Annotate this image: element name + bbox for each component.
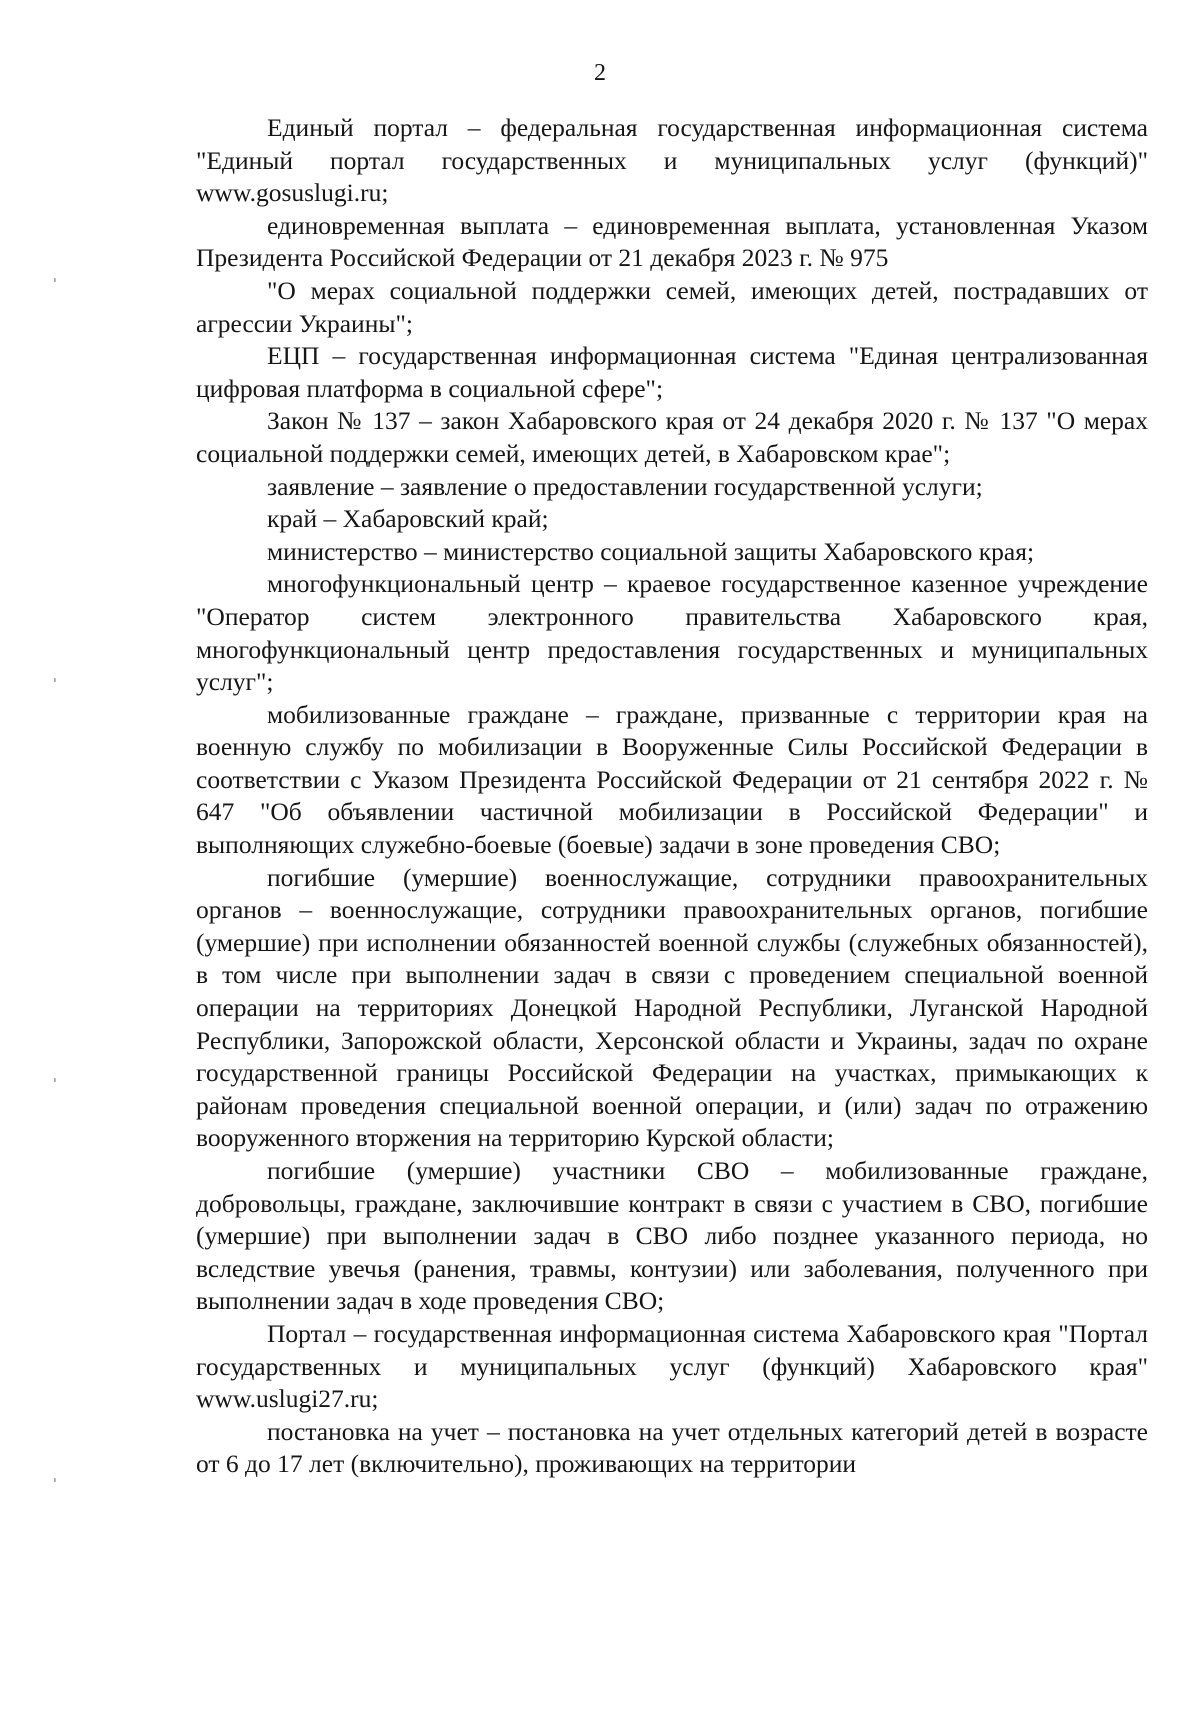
- definition-region: край – Хабаровский край;: [267, 504, 549, 534]
- decree-title-paragraph: "О мерах социальной поддержки семей, имеющих детей, пострадавших от агрессии Украины";: [196, 275, 1148, 338]
- definition-unified-portal: Единый портал – федеральная государственная информационная система "Единый портал государственных и муниципальных услуг (функций)" www.gosuslugi.ru;: [196, 113, 1148, 208]
- definition-law-137: Закон № 137 – закон Хабаровского края от 24 декабря 2020 г. № 137 "О мерах социальной поддержки семей, имеющих детей, в Хабаровском крае";: [196, 406, 1148, 468]
- scan-mark: ˌ: [53, 668, 57, 684]
- definition-registration: постановка на учет – постановка на учет отдельных категорий детей в возрасте от 6 до 17 лет (включительно), проживающих на территории: [196, 1416, 1148, 1479]
- scan-mark: ˌ: [53, 1468, 57, 1484]
- definition-one-time-payment: единовременная выплата – единовременная выплата, установленная Указом Президента Российской Федерации от 21 декабря 2023 г. № 975: [196, 210, 1148, 273]
- page-number: 2: [594, 60, 606, 86]
- definition-ecp: ЕЦП – государственная информационная система "Единая централизованная цифровая платформа в социальной сфере";: [196, 341, 1148, 403]
- definition-deceased-svo-participants: погибшие (умершие) участники СВО – мобилизованные граждане, добровольцы, граждане, заключившие контракт в связи с участием в СВО, погибшие (умершие) при выполнении задач в СВО либо позднее указанного периода, но вследствие увечья (ранения, травмы, контузии) или заболевания, полученного при выполнении задач в ходе проведения СВО;: [196, 1156, 1148, 1316]
- definition-ministry: министерство – министерство социальной защиты Хабаровского края;: [267, 536, 1035, 566]
- definition-mobilized-citizens: мобилизованные граждане – граждане, призванные с территории края на военную службу по мобилизации в Вооруженные Силы Российской Федерации в соответствии с Указом Президента Российской Федерации от 21 сентября 2022 г. № 647 "Об объявлении частичной мобилизации в Российской Федерации" и выполняющих служебно-боевые (боевые) задачи в зоне проведения СВО;: [196, 699, 1148, 860]
- document-body: [196, 112, 1148, 1481]
- scan-mark: ˌ: [53, 268, 57, 284]
- definition-deceased-servicemen: погибшие (умершие) военнослужащие, сотрудники правоохранительных органов – военнослужащие, сотрудники правоохранительных органов, погибшие (умершие) при исполнении обязанностей военной службы (служебных обязанностей), в том числе при выполнении задач в связи с проведением специальной военной операции на территориях Донецкой Народной Республики, Луганской Народной Республики, Запорожской области, Херсонской области и Украины, задач по охране государственной границы Российской Федерации на участках, примыкающих к районам проведения специальной военной операции, и (или) задач по отражению вооруженного вторжения на территорию Курской области;: [196, 862, 1148, 1153]
- definition-multifunctional-center: многофункциональный центр – краевое государственное казенное учреждение "Оператор систем электронного правительства Хабаровского края, многофункциональный центр предоставления государственных и муниципальных услуг";: [196, 569, 1148, 697]
- scan-mark: ˌ: [53, 1068, 57, 1084]
- definition-application: заявление – заявление о предоставлении государственной услуги;: [267, 471, 983, 501]
- definition-portal: Портал – государственная информационная система Хабаровского края "Портал государственных и муниципальных услуг (функций) Хабаровского края" www.uslugi27.ru;: [196, 1318, 1148, 1414]
